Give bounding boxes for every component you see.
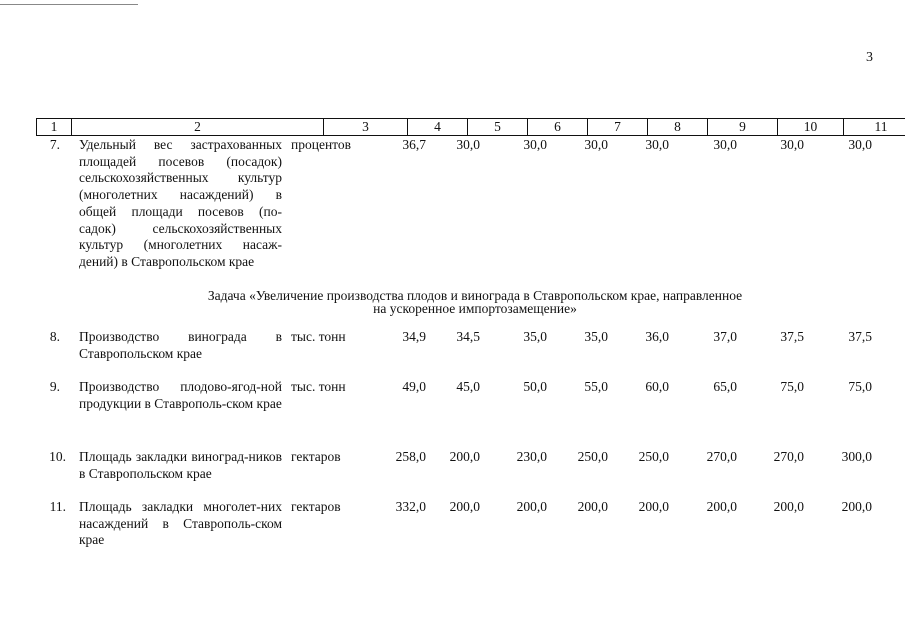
row-value: 200,0 bbox=[449, 499, 480, 514]
row-value: 65,0 bbox=[713, 379, 737, 394]
task-heading-line1: Задача «Увеличение производства плодов и винограда в Ставропольском крае, направленное bbox=[207, 288, 743, 303]
row-unit: гектаров bbox=[291, 449, 341, 464]
row-value: 55,0 bbox=[584, 379, 608, 394]
row-value: 49,0 bbox=[402, 379, 426, 394]
column-header: 1 bbox=[37, 119, 72, 136]
row-unit: процентов bbox=[291, 137, 352, 152]
column-header: 9 bbox=[708, 119, 778, 136]
row-value: 200,0 bbox=[449, 449, 480, 464]
row-description: Производство плодово-ягод-ной продукции в Ставрополь-ском крае bbox=[79, 379, 282, 411]
column-header: 5 bbox=[468, 119, 528, 136]
row-value: 30,0 bbox=[456, 137, 480, 152]
row-value: 36,7 bbox=[402, 137, 426, 152]
row-unit: тыс. тонн bbox=[291, 379, 346, 394]
row-value: 300,0 bbox=[841, 449, 872, 464]
task-heading-line2: на ускоренное импортозамещение» bbox=[373, 300, 577, 316]
row-value: 37,0 bbox=[713, 329, 737, 344]
row-value: 30,0 bbox=[848, 137, 872, 152]
page-number: 3 bbox=[866, 50, 873, 65]
row-value: 60,0 bbox=[645, 379, 669, 394]
row-value: 200,0 bbox=[577, 499, 608, 514]
row-description: Площадь закладки виноград-ников в Ставропольском крае bbox=[79, 449, 282, 481]
top-rule bbox=[0, 4, 138, 5]
row-value: 200,0 bbox=[773, 499, 804, 514]
row-number: 9. bbox=[49, 379, 60, 394]
row-value: 200,0 bbox=[841, 499, 872, 514]
row-unit: гектаров bbox=[291, 499, 341, 514]
column-number-header bbox=[36, 118, 905, 136]
column-header: 3 bbox=[324, 119, 408, 136]
row-value: 30,0 bbox=[780, 137, 804, 152]
row-value: 200,0 bbox=[638, 499, 669, 514]
row-value: 270,0 bbox=[773, 449, 804, 464]
row-value: 200,0 bbox=[706, 499, 737, 514]
row-value: 250,0 bbox=[577, 449, 608, 464]
row-description: Удельный вес застрахованных площадей посевов (посадок) сельскохозяйственных культур (многолетних насаждений) в общей площади посевов (по-садок) сельскохозяйственных культур (многолетних насаж-дений) в Ставропольском крае bbox=[79, 137, 282, 269]
column-header: 6 bbox=[528, 119, 588, 136]
row-description: Производство винограда в Ставропольском крае bbox=[79, 329, 282, 361]
row-unit: тыс. тонн bbox=[291, 329, 346, 344]
row-number: 11. bbox=[49, 499, 66, 514]
column-header: 7 bbox=[588, 119, 648, 136]
row-value: 34,5 bbox=[456, 329, 480, 344]
column-header: 10 bbox=[778, 119, 844, 136]
task-heading bbox=[150, 290, 800, 315]
row-value: 35,0 bbox=[584, 329, 608, 344]
row-number: 8. bbox=[49, 329, 60, 344]
column-header: 8 bbox=[648, 119, 708, 136]
column-header: 11 bbox=[844, 119, 905, 136]
row-value: 270,0 bbox=[706, 449, 737, 464]
row-description: Площадь закладки многолет-них насаждений в Ставрополь-ском крае bbox=[79, 499, 282, 548]
column-header: 2 bbox=[72, 119, 324, 136]
row-value: 30,0 bbox=[584, 137, 608, 152]
column-header: 4 bbox=[408, 119, 468, 136]
row-value: 35,0 bbox=[523, 329, 547, 344]
row-value: 250,0 bbox=[638, 449, 669, 464]
row-value: 75,0 bbox=[848, 379, 872, 394]
row-value: 30,0 bbox=[713, 137, 737, 152]
row-value: 30,0 bbox=[523, 137, 547, 152]
row-value: 36,0 bbox=[645, 329, 669, 344]
row-value: 30,0 bbox=[645, 137, 669, 152]
row-value: 332,0 bbox=[395, 499, 426, 514]
row-value: 200,0 bbox=[516, 499, 547, 514]
row-value: 230,0 bbox=[516, 449, 547, 464]
row-value: 45,0 bbox=[456, 379, 480, 394]
row-value: 50,0 bbox=[523, 379, 547, 394]
row-value: 258,0 bbox=[395, 449, 426, 464]
row-value: 37,5 bbox=[848, 329, 872, 344]
row-value: 75,0 bbox=[780, 379, 804, 394]
row-value: 37,5 bbox=[780, 329, 804, 344]
row-number: 10. bbox=[49, 449, 66, 464]
row-value: 34,9 bbox=[402, 329, 426, 344]
row-number: 7. bbox=[49, 137, 60, 152]
